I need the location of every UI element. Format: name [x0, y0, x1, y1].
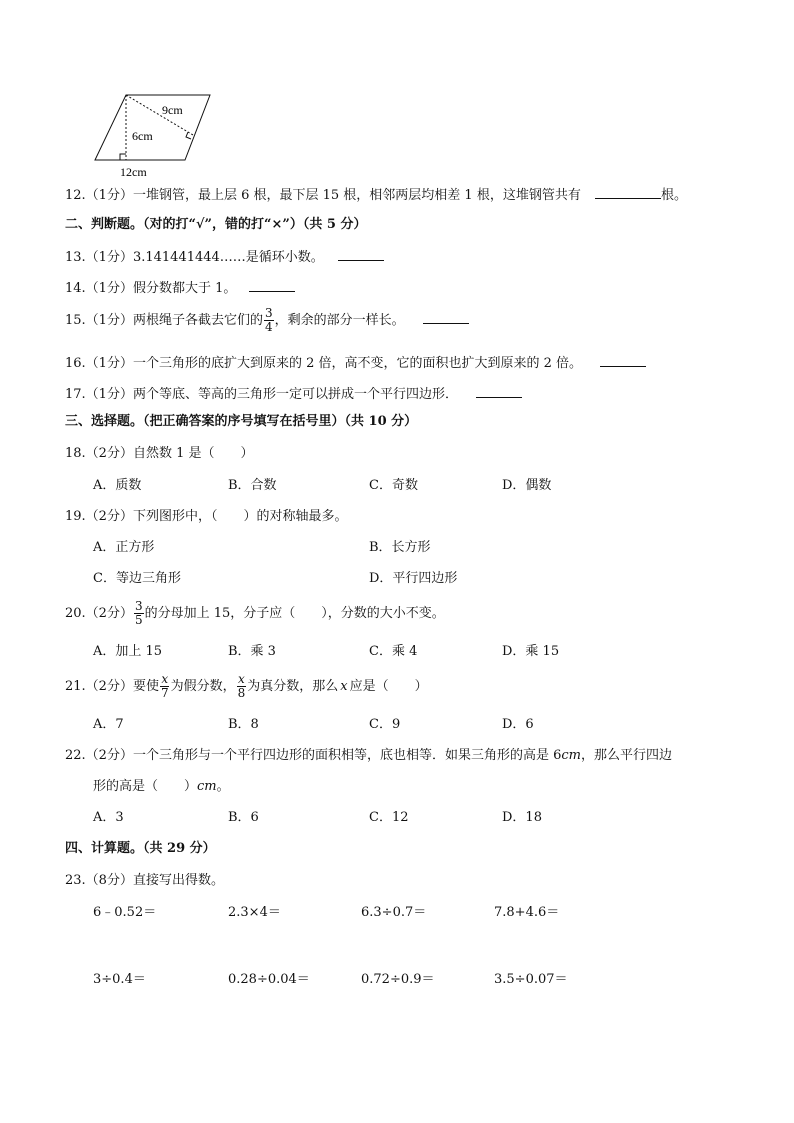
- fraction-denominator: 5: [134, 613, 143, 627]
- fraction-3-5: [134, 600, 144, 627]
- question-text: 两个等底、等高的三角形一定可以拼成一个平行四边形．: [132, 387, 458, 402]
- question-20: [65, 599, 445, 629]
- fraction-x-7: [160, 673, 170, 700]
- option-a[interactable]: A．3: [93, 810, 124, 825]
- question-14: [65, 279, 295, 297]
- fraction-denominator: 4: [264, 320, 273, 334]
- label-height: 6cm: [132, 129, 153, 143]
- question-text-post: ，剩余的部分一样长。: [274, 313, 405, 328]
- question-number: 23.（8分）: [65, 873, 133, 888]
- question-number: 14.（1分）: [65, 281, 133, 296]
- question-text-line2-end: 。: [216, 779, 230, 794]
- option-d[interactable]: D．18: [502, 810, 542, 825]
- fraction-x-8: [237, 673, 247, 700]
- answer-blank[interactable]: [476, 385, 522, 398]
- option-d[interactable]: D．6: [502, 717, 534, 732]
- right-angle-mark-side: [186, 132, 191, 139]
- question-text-pre: 要使: [132, 679, 159, 694]
- fraction-numerator: x: [238, 672, 245, 686]
- question-text: 3.141441444……是循环小数。: [132, 250, 324, 265]
- answer-blank[interactable]: [595, 186, 661, 199]
- question-21: [65, 672, 428, 702]
- calc-item: 2.3×4＝: [228, 905, 281, 920]
- option-b[interactable]: B．长方形: [369, 540, 431, 555]
- question-17: [65, 385, 522, 403]
- question-text: 假分数都大于 1。: [132, 281, 237, 296]
- parallelogram-figure: [90, 90, 220, 178]
- question-text: 自然数 1 是（ ）: [132, 446, 254, 461]
- section-heading-4: 四、计算题。（共 29 分）: [65, 841, 216, 856]
- label-hypotenuse: 9cm: [162, 103, 183, 117]
- option-b[interactable]: B．6: [228, 810, 259, 825]
- calc-item: 6﹣0.52＝: [93, 905, 157, 920]
- question-number: 13.（1分）: [65, 250, 133, 265]
- fraction-numerator: x: [161, 672, 169, 686]
- question-text: 下列图形中，（ ）的对称轴最多。: [132, 509, 348, 524]
- option-d[interactable]: D．乘 15: [502, 644, 560, 659]
- option-c[interactable]: C．乘 4: [369, 644, 418, 659]
- question-22: [65, 748, 672, 764]
- calc-item: 7.8+4.6＝: [494, 905, 560, 920]
- question-18: [65, 446, 254, 462]
- question-text-pre: 两根绳子各截去它们的: [132, 313, 263, 328]
- option-d[interactable]: D．平行四边形: [369, 571, 458, 586]
- calc-item: 0.28÷0.04＝: [228, 972, 310, 987]
- question-19: [65, 509, 347, 525]
- question-text-line2: 形的高是（ ）: [93, 779, 198, 794]
- calc-item: 0.72÷0.9＝: [361, 972, 435, 987]
- option-c[interactable]: C．等边三角形: [93, 571, 181, 586]
- calc-item: 3.5÷0.07＝: [494, 972, 568, 987]
- question-15: [65, 306, 469, 336]
- question-number: 15.（1分）: [65, 313, 133, 328]
- question-number: 19.（2分）: [65, 509, 133, 524]
- parallelogram-shape: [95, 95, 210, 160]
- answer-blank[interactable]: [338, 248, 384, 261]
- unit-cm: cm: [197, 779, 217, 794]
- section-heading-3: 三、选择题。（把正确答案的序号填写在括号里）（共 10 分）: [65, 414, 418, 429]
- option-b[interactable]: B．乘 3: [228, 644, 276, 659]
- answer-blank[interactable]: [249, 279, 295, 292]
- option-a[interactable]: A．7: [93, 717, 124, 732]
- question-suffix: 根。: [660, 188, 687, 203]
- option-a[interactable]: A．加上 15: [93, 644, 163, 659]
- question-number: 21.（2分）: [65, 679, 133, 694]
- option-a[interactable]: A．正方形: [93, 540, 155, 555]
- unit-cm: cm: [561, 748, 581, 763]
- question-text: 的分母加上 15，分子应（ ），分数的大小不变。: [144, 606, 445, 621]
- answer-blank[interactable]: [600, 354, 646, 367]
- option-a[interactable]: A．质数: [93, 478, 142, 493]
- question-number: 12.（1分）: [65, 188, 133, 203]
- question-number: 16.（1分）: [65, 356, 133, 371]
- question-23: [65, 873, 224, 889]
- question-number: 20.（2分）: [65, 606, 133, 621]
- calc-item: 6.3÷0.7＝: [361, 905, 427, 920]
- option-c[interactable]: C．9: [369, 717, 401, 732]
- question-number: 17.（1分）: [65, 387, 133, 402]
- question-13: [65, 248, 384, 266]
- question-text: 直接写出得数。: [132, 873, 224, 888]
- question-number: 22.（2分）: [65, 748, 133, 763]
- answer-blank[interactable]: [423, 311, 469, 324]
- option-c[interactable]: C．12: [369, 810, 409, 825]
- question-text-end: 应是（ ）: [349, 679, 428, 694]
- question-text-line1-end: ，那么平行四边: [580, 748, 672, 763]
- fraction-numerator: 3: [134, 599, 143, 613]
- variable-x: x: [340, 679, 348, 694]
- label-base: 12cm: [120, 165, 147, 178]
- section-heading-2: 二、判断题。（对的打“√”，错的打“×”）（共 5 分）: [65, 217, 367, 232]
- question-text-line1: 一个三角形与一个平行四边形的面积相等，底也相等．如果三角形的高是 6: [132, 748, 562, 763]
- calc-item: 3÷0.4＝: [93, 972, 146, 987]
- fraction-denominator: 8: [237, 686, 246, 700]
- option-b[interactable]: B．合数: [228, 478, 277, 493]
- option-c[interactable]: C．奇数: [369, 478, 418, 493]
- question-text: 一堆钢管，最上层 6 根，最下层 15 根，相邻两层均相差 1 根，这堆钢管共有: [132, 188, 581, 203]
- question-22-line2: [93, 779, 230, 795]
- question-text-post: 为真分数，那么: [247, 679, 339, 694]
- question-16: [65, 354, 646, 372]
- fraction-3-4: [264, 307, 274, 334]
- option-d[interactable]: D．偶数: [502, 478, 552, 493]
- right-angle-mark-bottom: [120, 154, 126, 160]
- question-12: [65, 186, 687, 204]
- question-number: 18.（2分）: [65, 446, 133, 461]
- question-text-mid: 为假分数，: [170, 679, 236, 694]
- question-text: 一个三角形的底扩大到原来的 2 倍，高不变，它的面积也扩大到原来的 2 倍。: [132, 356, 583, 371]
- fraction-denominator: 7: [160, 686, 169, 700]
- fraction-numerator: 3: [264, 306, 273, 320]
- option-b[interactable]: B．8: [228, 717, 259, 732]
